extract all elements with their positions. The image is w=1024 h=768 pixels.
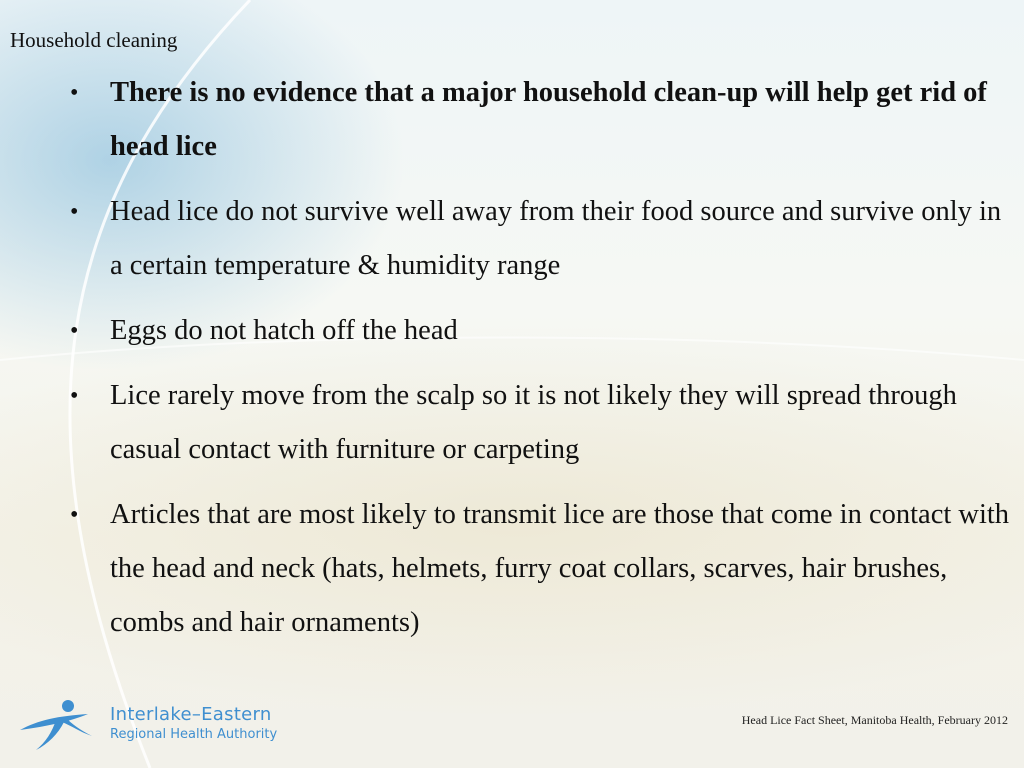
bullet-dot: • — [70, 80, 79, 106]
bullet-text: Head lice do not survive well away from their food source and survive only in a certain temperature & humidity range — [110, 196, 1002, 281]
bullet-item — [70, 304, 1015, 358]
bullet-list — [70, 66, 1015, 661]
logo-name-line1: Interlake–Eastern — [110, 704, 272, 725]
bullet-item — [70, 369, 1015, 477]
bullet-item — [70, 66, 1015, 174]
figure-swoosh-icon — [18, 696, 98, 754]
organization-logo — [18, 696, 298, 756]
bullet-dot: • — [70, 502, 79, 528]
bullet-item — [70, 185, 1015, 293]
bullet-text: Lice rarely move from the scalp so it is not likely they will spread through casual contact with furniture or carpeting — [110, 380, 957, 465]
source-footnote: Head Lice Fact Sheet, Manitoba Health, February 2012 — [741, 713, 1008, 727]
section-title: Household cleaning — [10, 28, 178, 52]
bullet-item — [70, 488, 1015, 650]
bullet-text: Eggs do not hatch off the head — [110, 315, 458, 346]
logo-name-line2: Regional Health Authority — [110, 727, 278, 742]
bullet-text: Articles that are most likely to transmit lice are those that come in contact with the head and neck (hats, helmets, furry coat collars, scarves, hair brushes, combs and hair ornaments) — [110, 499, 1010, 638]
bullet-text: There is no evidence that a major household clean-up will help get rid of head lice — [110, 77, 987, 162]
bullet-dot: • — [70, 318, 79, 344]
bullet-dot: • — [70, 199, 79, 225]
bullet-dot: • — [70, 383, 79, 409]
